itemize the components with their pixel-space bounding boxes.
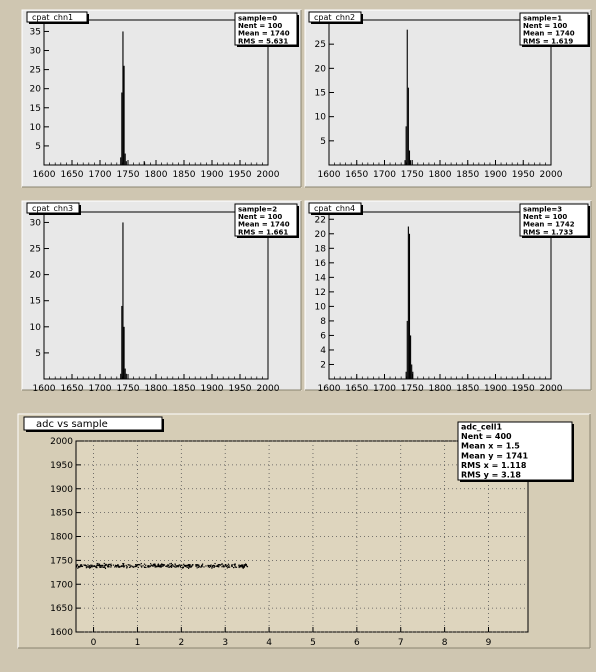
x-tick-label: 0 [90,638,97,648]
x-tick-label: 1650 [345,170,369,180]
scatter-point [239,567,240,568]
x-tick-label: 1900 [200,384,224,394]
x-tick-label: 1650 [60,170,84,180]
x-tick-label: 3 [222,638,229,648]
chart-title: cpat_chn2 [314,13,356,22]
y-tick-label: 16 [314,258,326,269]
scatter-point [214,566,215,567]
histogram-bar [406,372,407,379]
scatter-point [176,565,177,566]
scatter-point [144,567,145,568]
y-tick-label: 5 [35,348,41,359]
y-tick-label: 1700 [50,580,73,591]
histogram-bar [125,154,126,165]
y-tick-label: 5 [320,136,326,147]
scatter-point [105,568,106,569]
x-tick-label: 2000 [539,384,563,394]
scatter-point [245,565,246,566]
chart-title: cpat_chn4 [314,204,356,213]
scatter-point [86,565,87,566]
scatter-point [169,563,170,564]
scatter-point [234,563,235,564]
x-tick-label: 1900 [484,170,507,180]
x-tick-label: 1800 [428,384,452,394]
x-tick-label: 1800 [428,170,452,180]
scatter-point [227,565,228,566]
y-tick-label: 1950 [50,460,73,471]
scatter-point [187,567,188,568]
scatter-point [78,566,79,567]
scatter-point [169,567,170,568]
chart-title: cpat_chn3 [32,204,74,213]
histogram-bar [409,234,410,379]
scatter-point [175,567,176,568]
scatter-point [117,564,118,565]
scatter-point [174,566,175,567]
x-tick-label: 1600 [317,170,341,180]
y-tick-label: 1850 [50,508,73,519]
scatter-point [126,565,127,566]
scatter-point [246,564,247,565]
scatter-point [188,568,189,569]
scatter-point [172,564,173,565]
chart-4 [305,201,591,394]
scatter-point [195,566,196,567]
scatter-point [83,564,84,565]
scatter-point [96,567,97,568]
chart-title: cpat_chn1 [32,13,74,22]
scatter-point [235,566,236,567]
scatter-point [167,566,168,567]
scatter-point [150,563,151,564]
scatter-point [247,566,248,567]
scatter-point [99,564,100,565]
histogram-bar [120,374,121,379]
scatter-point [124,566,125,567]
scatter-point [187,565,188,566]
y-tick-label: 4 [320,345,326,356]
stats-line: RMS = 1.733 [523,228,574,237]
scatter-point [236,567,237,568]
y-tick-label: 5 [35,141,41,152]
scatter-point [77,568,78,569]
scatter-point [218,566,219,567]
scatter-point [97,563,98,564]
scatter-point [202,564,203,565]
x-tick-label: 1800 [144,170,168,180]
scatter-point [183,564,184,565]
scatter-point [152,565,153,566]
histogram-bar [124,327,125,379]
scatter-point [226,566,227,567]
scatter-point [93,566,94,567]
x-tick-label: 1600 [32,384,56,394]
scatter-point [153,564,154,565]
stats-line: RMS = 5.631 [238,37,289,46]
stats-line: sample=0 [238,14,278,23]
y-tick-label: 20 [29,84,41,95]
scatter-point [92,565,93,566]
scatter-point [180,566,181,567]
scatter-point [181,565,182,566]
histogram-bar [407,30,408,165]
scatter-point [104,567,105,568]
y-tick-label: 20 [314,64,326,75]
histogram-bar [406,126,407,165]
scatter-point [108,564,109,565]
x-tick-label: 4 [266,638,272,648]
histogram-bar [404,160,405,165]
x-tick-label: 6 [353,638,360,648]
histogram-bar [124,66,125,165]
y-tick-label: 14 [314,273,326,284]
x-tick-label: 1900 [200,170,224,180]
scatter-point [96,565,97,566]
scatter-point [212,565,213,566]
scatter-point [82,566,83,567]
scatter-point [110,566,111,567]
histogram-bar [122,31,123,165]
scatter-point [205,565,206,566]
stats-line: RMS x = 1.118 [461,460,527,470]
y-tick-label: 30 [29,218,41,229]
scatter-point [174,563,175,564]
scatter-point [203,566,204,567]
x-tick-label: 7 [397,638,404,648]
histogram-bar [411,364,412,379]
stats-line: Mean y = 1741 [461,451,529,461]
scatter-point [89,567,90,568]
stats-line: adc_cell1 [461,422,503,432]
y-tick-label: 10 [314,112,326,123]
scatter-point [145,567,146,568]
scatter-point [221,566,222,567]
histogram-bar [126,374,127,379]
scatter-point [123,564,124,565]
scatter-point [208,566,209,567]
histogram-bar [120,157,121,165]
y-tick-label: 10 [314,302,326,313]
scatter-point [240,565,241,566]
plot-frame [329,20,551,165]
scatter-point [141,566,142,567]
stats-line: Nent = 100 [238,213,283,222]
scatter-point [158,565,159,566]
x-tick-label: 1850 [172,170,196,180]
x-tick-label: 1 [134,638,141,648]
scatter-point [101,565,102,566]
scatter-point [228,567,229,568]
scatter-point [161,565,162,566]
scatter-point [86,567,87,568]
scatter-point [209,567,210,568]
scatter-point [196,564,197,565]
plot-frame [44,212,268,379]
scatter-point [119,566,120,567]
scatter-point [198,567,199,568]
stats-line: Nent = 400 [461,432,512,442]
scatter-point [232,566,233,567]
scatter-point [127,566,128,567]
x-tick-label: 1700 [88,170,112,180]
y-tick-label: 1750 [50,556,73,567]
scatter-point [129,565,130,566]
y-tick-label: 1800 [50,532,73,543]
y-tick-label: 25 [29,65,41,76]
stats-line: Nent = 100 [523,213,568,222]
x-tick-label: 1700 [373,170,396,180]
x-tick-label: 2000 [539,170,563,180]
x-tick-label: 1950 [228,170,252,180]
x-tick-label: 2000 [256,170,280,180]
y-tick-label: 2 [320,360,326,371]
scatter-point [244,565,245,566]
scatter-point [188,565,189,566]
scatter-point [192,564,193,565]
stats-line: RMS y = 3.18 [461,470,521,480]
scatter-point [138,567,139,568]
scatter-point [76,565,77,566]
scatter-point [89,565,90,566]
scatter-point [189,565,190,566]
scatter-point [113,565,114,566]
stats-line: RMS = 1.661 [238,228,289,237]
scatter-point [214,565,215,566]
histogram-bar [412,372,413,379]
chart-title: adc vs sample [36,419,108,430]
y-tick-label: 1600 [50,628,73,638]
stats-line: Nent = 100 [238,22,283,31]
scatter-point [171,563,172,564]
x-tick-label: 1750 [116,384,140,394]
x-tick-label: 9 [485,638,492,648]
scatter-point [184,565,185,566]
x-tick-label: 1750 [116,170,140,180]
histogram-bar [122,222,123,379]
scatter-point [87,566,88,567]
scatter-point [103,567,104,568]
stats-line: Mean = 1740 [238,220,290,229]
scatter-point [178,566,179,567]
scatter-point [77,564,78,565]
x-tick-label: 5 [310,638,316,648]
scatter-point [153,565,154,566]
scatter-point [90,565,91,566]
histogram-bar [125,369,126,379]
y-tick-label: 1650 [50,604,73,615]
scatter-point [92,566,93,567]
y-tick-label: 25 [29,244,41,255]
x-tick-label: 1900 [484,384,507,394]
x-tick-label: 1800 [144,384,168,394]
scatter-point [144,564,145,565]
scatter-point [182,567,183,568]
x-tick-label: 2 [178,638,185,648]
scatter-point [137,564,138,565]
y-tick-label: 30 [29,46,41,57]
y-tick-label: 20 [314,229,326,240]
histogram-bar [410,335,411,379]
scatter-point [244,564,245,565]
scatter-point [135,566,136,567]
scatter-point [220,564,221,565]
x-tick-label: 1700 [373,384,396,394]
x-tick-label: 1750 [400,384,424,394]
scatter-point [101,566,102,567]
scatter-point [197,567,198,568]
scatter-point [179,564,180,565]
scatter-point [128,564,129,565]
stats-line: Mean = 1740 [523,29,575,38]
y-tick-label: 1900 [50,484,73,495]
scatter-point [94,565,95,566]
y-tick-label: 2000 [50,437,73,447]
scatter-point [175,564,176,565]
y-tick-label: 15 [314,88,326,99]
histogram-bar [144,161,145,165]
scatter-point [107,566,108,567]
y-tick-label: 6 [320,331,326,342]
scatter-point [222,563,223,564]
scatter-point [116,566,117,567]
y-tick-label: 12 [314,287,326,298]
scatter-point [201,565,202,566]
stats-line: sample=2 [238,205,278,214]
scatter-point [233,567,234,568]
y-tick-label: 8 [320,316,326,327]
scatter-point [201,566,202,567]
scatter-point [223,566,224,567]
x-tick-label: 1950 [228,384,252,394]
x-tick-label: 1600 [32,170,56,180]
chart-3 [22,201,301,394]
x-tick-label: 1600 [317,384,341,394]
scatter-point [242,565,243,566]
stats-line: Nent = 100 [523,22,568,31]
scatter-point [118,565,119,566]
x-tick-label: 1950 [511,170,535,180]
x-tick-label: 1750 [400,170,424,180]
scatter-point [217,565,218,566]
scatter-point [145,565,146,566]
histogram-bar [410,160,411,165]
histogram-bar [407,321,408,379]
y-tick-label: 25 [314,40,326,51]
scatter-point [171,566,172,567]
scatter-point [155,566,156,567]
scatter-point [155,565,156,566]
scatter-point [234,565,235,566]
stats-line: sample=1 [523,14,563,23]
histogram-bar [408,88,409,165]
chart-5 [18,414,590,648]
x-tick-label: 1850 [456,384,480,394]
histogram-bar [408,227,409,379]
x-tick-label: 1950 [511,384,535,394]
y-tick-label: 15 [29,103,41,114]
scatter-point [165,566,166,567]
histogram-bar [121,93,122,166]
stats-line: sample=3 [523,205,563,214]
chart-2 [305,10,591,187]
scatter-point [167,564,168,565]
scatter-point [242,567,243,568]
scatter-point [227,567,228,568]
scatter-point [142,565,143,566]
stats-line: Mean = 1740 [238,29,290,38]
scatter-point [148,566,149,567]
y-tick-label: 10 [29,322,41,333]
scatter-point [139,564,140,565]
scatter-point [214,563,215,564]
y-tick-label: 35 [29,27,41,38]
scatter-point [163,565,164,566]
x-tick-label: 8 [441,638,448,648]
scatter-point [161,564,162,565]
scatter-point [123,566,124,567]
stats-line: Mean x = 1.5 [461,441,520,451]
x-tick-label: 2000 [256,384,280,394]
histogram-bar [126,161,127,165]
y-tick-label: 18 [314,244,326,255]
scatter-point [87,564,88,565]
chart-1 [22,10,301,187]
scatter-point [130,566,131,567]
scatter-point [116,565,117,566]
scatter-point [218,564,219,565]
scatter-point [110,564,111,565]
scatter-point [160,565,161,566]
scatter-point [104,565,105,566]
scatter-point [133,567,134,568]
scatter-point [105,564,106,565]
scatter-point [121,566,122,567]
histogram-bar [121,306,122,379]
scatter-point [154,563,155,564]
y-tick-label: 22 [314,215,326,226]
scatter-point [210,564,211,565]
scatter-point [228,565,229,566]
scatter-point [232,564,233,565]
y-tick-label: 15 [29,296,41,307]
x-tick-label: 1700 [88,384,112,394]
plot-frame [44,20,268,165]
x-tick-label: 1650 [345,384,369,394]
x-tick-label: 1850 [172,384,196,394]
scatter-point [114,566,115,567]
plot-frame [329,212,551,379]
stats-line: Mean = 1742 [523,220,575,229]
y-tick-label: 20 [29,270,41,281]
y-tick-label: 10 [29,122,41,133]
scatter-point [104,563,105,564]
scatter-point [141,563,142,564]
x-tick-label: 1650 [60,384,84,394]
scatter-point [225,564,226,565]
histogram-bar [409,151,410,166]
scatter-point [238,565,239,566]
x-tick-label: 1850 [456,170,480,180]
stats-line: RMS = 1.619 [523,37,574,46]
scatter-point [150,566,151,567]
